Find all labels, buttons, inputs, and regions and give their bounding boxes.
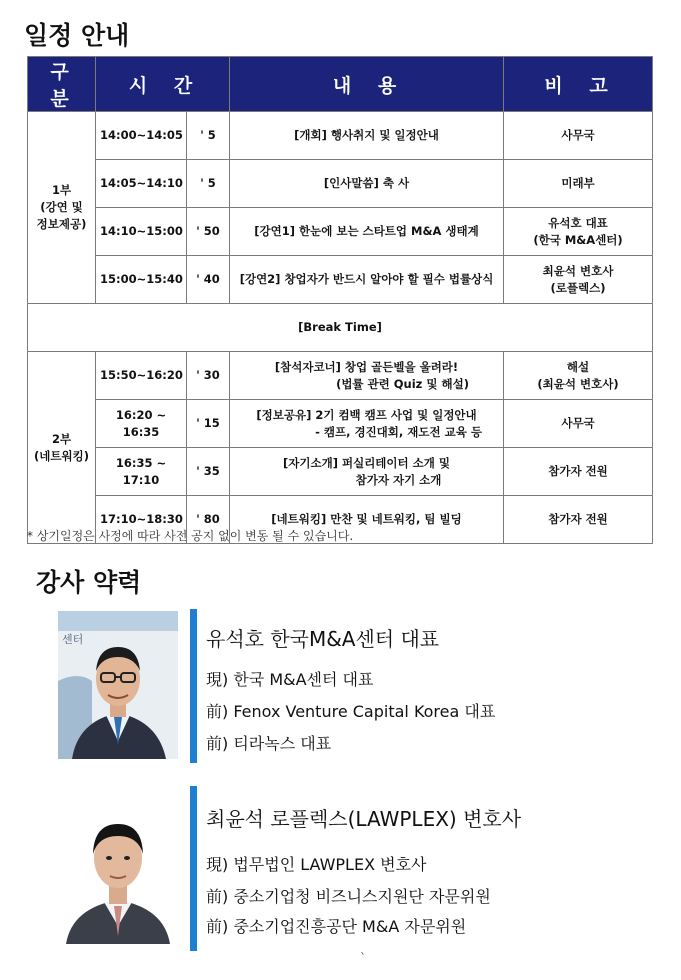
header-row bbox=[28, 57, 653, 112]
content-line: (법률 관련 Quiz 및 해설) bbox=[336, 376, 469, 391]
time-cell: 14:00~14:05 bbox=[96, 112, 187, 160]
time-cell: 15:00~15:40 bbox=[96, 256, 187, 304]
duration-cell: ' 80 bbox=[187, 496, 230, 544]
content-line: - 캠프, 경진대회, 재도전 교육 등 bbox=[315, 424, 482, 439]
time-cell: 17:10~18:30 bbox=[96, 496, 187, 544]
content-cell bbox=[230, 160, 504, 208]
content-line: [강연1] 한눈에 보는 스타트업 M&A 생태계 bbox=[254, 224, 479, 238]
time-cell: 14:05~14:10 bbox=[96, 160, 187, 208]
table-row bbox=[28, 160, 653, 208]
speaker-bio-line: 前) 중소기업진흥공단 M&A 자문위원 bbox=[206, 917, 467, 936]
note-cell bbox=[504, 160, 653, 208]
part2-label-line: 2부 bbox=[51, 431, 72, 446]
header-content: 내 용 bbox=[230, 57, 504, 112]
duration-cell: ' 35 bbox=[187, 448, 230, 496]
break-row bbox=[28, 304, 653, 352]
speaker-bio-line: 現) 한국 M&A센터 대표 bbox=[206, 670, 374, 689]
content-line: [강연2] 창업자가 반드시 알아야 할 필수 법률상식 bbox=[239, 272, 494, 286]
header-time: 시 간 bbox=[96, 57, 230, 112]
note-cell bbox=[504, 496, 653, 544]
time-cell: 14:10~15:00 bbox=[96, 208, 187, 256]
time-cell: 15:50~16:20 bbox=[96, 352, 187, 400]
note-line: (최윤석 변호사) bbox=[537, 376, 619, 391]
speaker-photo-1 bbox=[58, 611, 178, 759]
speaker-accent-bar bbox=[190, 609, 197, 763]
content-cell bbox=[230, 208, 504, 256]
duration-cell: ' 15 bbox=[187, 400, 230, 448]
note-cell bbox=[504, 400, 653, 448]
note-cell bbox=[504, 208, 653, 256]
duration-cell: ' 5 bbox=[187, 160, 230, 208]
speaker-bio-line: 現) 법무법인 LAWPLEX 변호사 bbox=[206, 855, 427, 874]
speaker-accent-bar bbox=[190, 786, 197, 951]
duration-cell: ' 30 bbox=[187, 352, 230, 400]
time-cell: 16:20 ~ 16:35 bbox=[96, 400, 187, 448]
note-line: 참가자 전원 bbox=[548, 464, 608, 478]
note-line: 해설 bbox=[566, 359, 590, 374]
table-row bbox=[28, 112, 653, 160]
schedule-title: 일정 안내 bbox=[24, 21, 130, 50]
table-row bbox=[28, 400, 653, 448]
content-cell bbox=[230, 112, 504, 160]
note-line: (로플렉스) bbox=[550, 280, 606, 295]
part2-label-line: (네트워킹) bbox=[34, 448, 89, 463]
note-line: 미래부 bbox=[561, 176, 595, 190]
table-row bbox=[28, 208, 653, 256]
note-cell bbox=[504, 352, 653, 400]
table-row bbox=[28, 448, 653, 496]
speaker-name: 유석호 한국M&A센터 대표 bbox=[206, 627, 440, 651]
note-line: 사무국 bbox=[561, 128, 595, 142]
note-line: 유석호 대표 bbox=[548, 215, 608, 230]
content-cell bbox=[230, 400, 504, 448]
duration-cell: ' 40 bbox=[187, 256, 230, 304]
break-cell: [Break Time] bbox=[28, 304, 653, 352]
stray-mark: ` bbox=[360, 951, 366, 965]
part1-label bbox=[28, 112, 96, 304]
note-line: 사무국 bbox=[561, 416, 595, 430]
content-line: 참가자 자기 소개 bbox=[355, 472, 442, 487]
note-cell bbox=[504, 112, 653, 160]
note-cell bbox=[504, 256, 653, 304]
header-note: 비 고 bbox=[504, 57, 653, 112]
content-line: [정보공유] 2기 컴백 캠프 사업 및 일정안내 bbox=[256, 407, 477, 422]
part1-label-line: 1부 bbox=[51, 183, 72, 197]
table-row bbox=[28, 256, 653, 304]
schedule-table bbox=[27, 56, 653, 544]
schedule-footnote: * 상기일정은 사정에 따라 사전 공지 없이 변동 될 수 있습니다. bbox=[27, 529, 354, 543]
part2-label bbox=[28, 352, 96, 544]
content-line: [인사말씀] 축 사 bbox=[323, 176, 410, 190]
table-row bbox=[28, 352, 653, 400]
speaker-bio-line: 前) 티라녹스 대표 bbox=[206, 734, 332, 753]
speaker-name: 최윤석 로플렉스(LAWPLEX) 변호사 bbox=[206, 807, 522, 831]
content-line: [개회] 행사취지 및 일정안내 bbox=[294, 128, 439, 142]
speaker-bio-line: 前) Fenox Venture Capital Korea 대표 bbox=[206, 702, 496, 721]
content-line: [참석자코너] 창업 골든벨을 울려라! bbox=[274, 359, 459, 374]
speaker-photo-2 bbox=[58, 796, 178, 944]
note-line: 참가자 전원 bbox=[548, 512, 608, 526]
note-cell bbox=[504, 448, 653, 496]
duration-cell: ' 5 bbox=[187, 112, 230, 160]
header-division: 구 분 bbox=[28, 57, 96, 112]
speakers-title: 강사 약력 bbox=[36, 568, 142, 597]
part1-label-line: (강연 및 bbox=[40, 200, 83, 214]
note-line: (한국 M&A센터) bbox=[533, 232, 623, 247]
speaker-bio-line: 前) 중소기업청 비즈니스지원단 자문위원 bbox=[206, 887, 491, 906]
content-line: [자기소개] 퍼실리테이터 소개 및 bbox=[283, 455, 450, 470]
content-cell bbox=[230, 352, 504, 400]
duration-cell: ' 50 bbox=[187, 208, 230, 256]
time-cell: 16:35 ~ 17:10 bbox=[96, 448, 187, 496]
content-cell bbox=[230, 256, 504, 304]
photo-backdrop-text: 센터 bbox=[62, 633, 84, 646]
part1-label-line: 정보제공) bbox=[36, 217, 87, 231]
content-cell bbox=[230, 448, 504, 496]
note-line: 최윤석 변호사 bbox=[542, 263, 614, 278]
content-line: [네트워킹] 만찬 및 네트워킹, 팀 빌딩 bbox=[271, 512, 462, 526]
